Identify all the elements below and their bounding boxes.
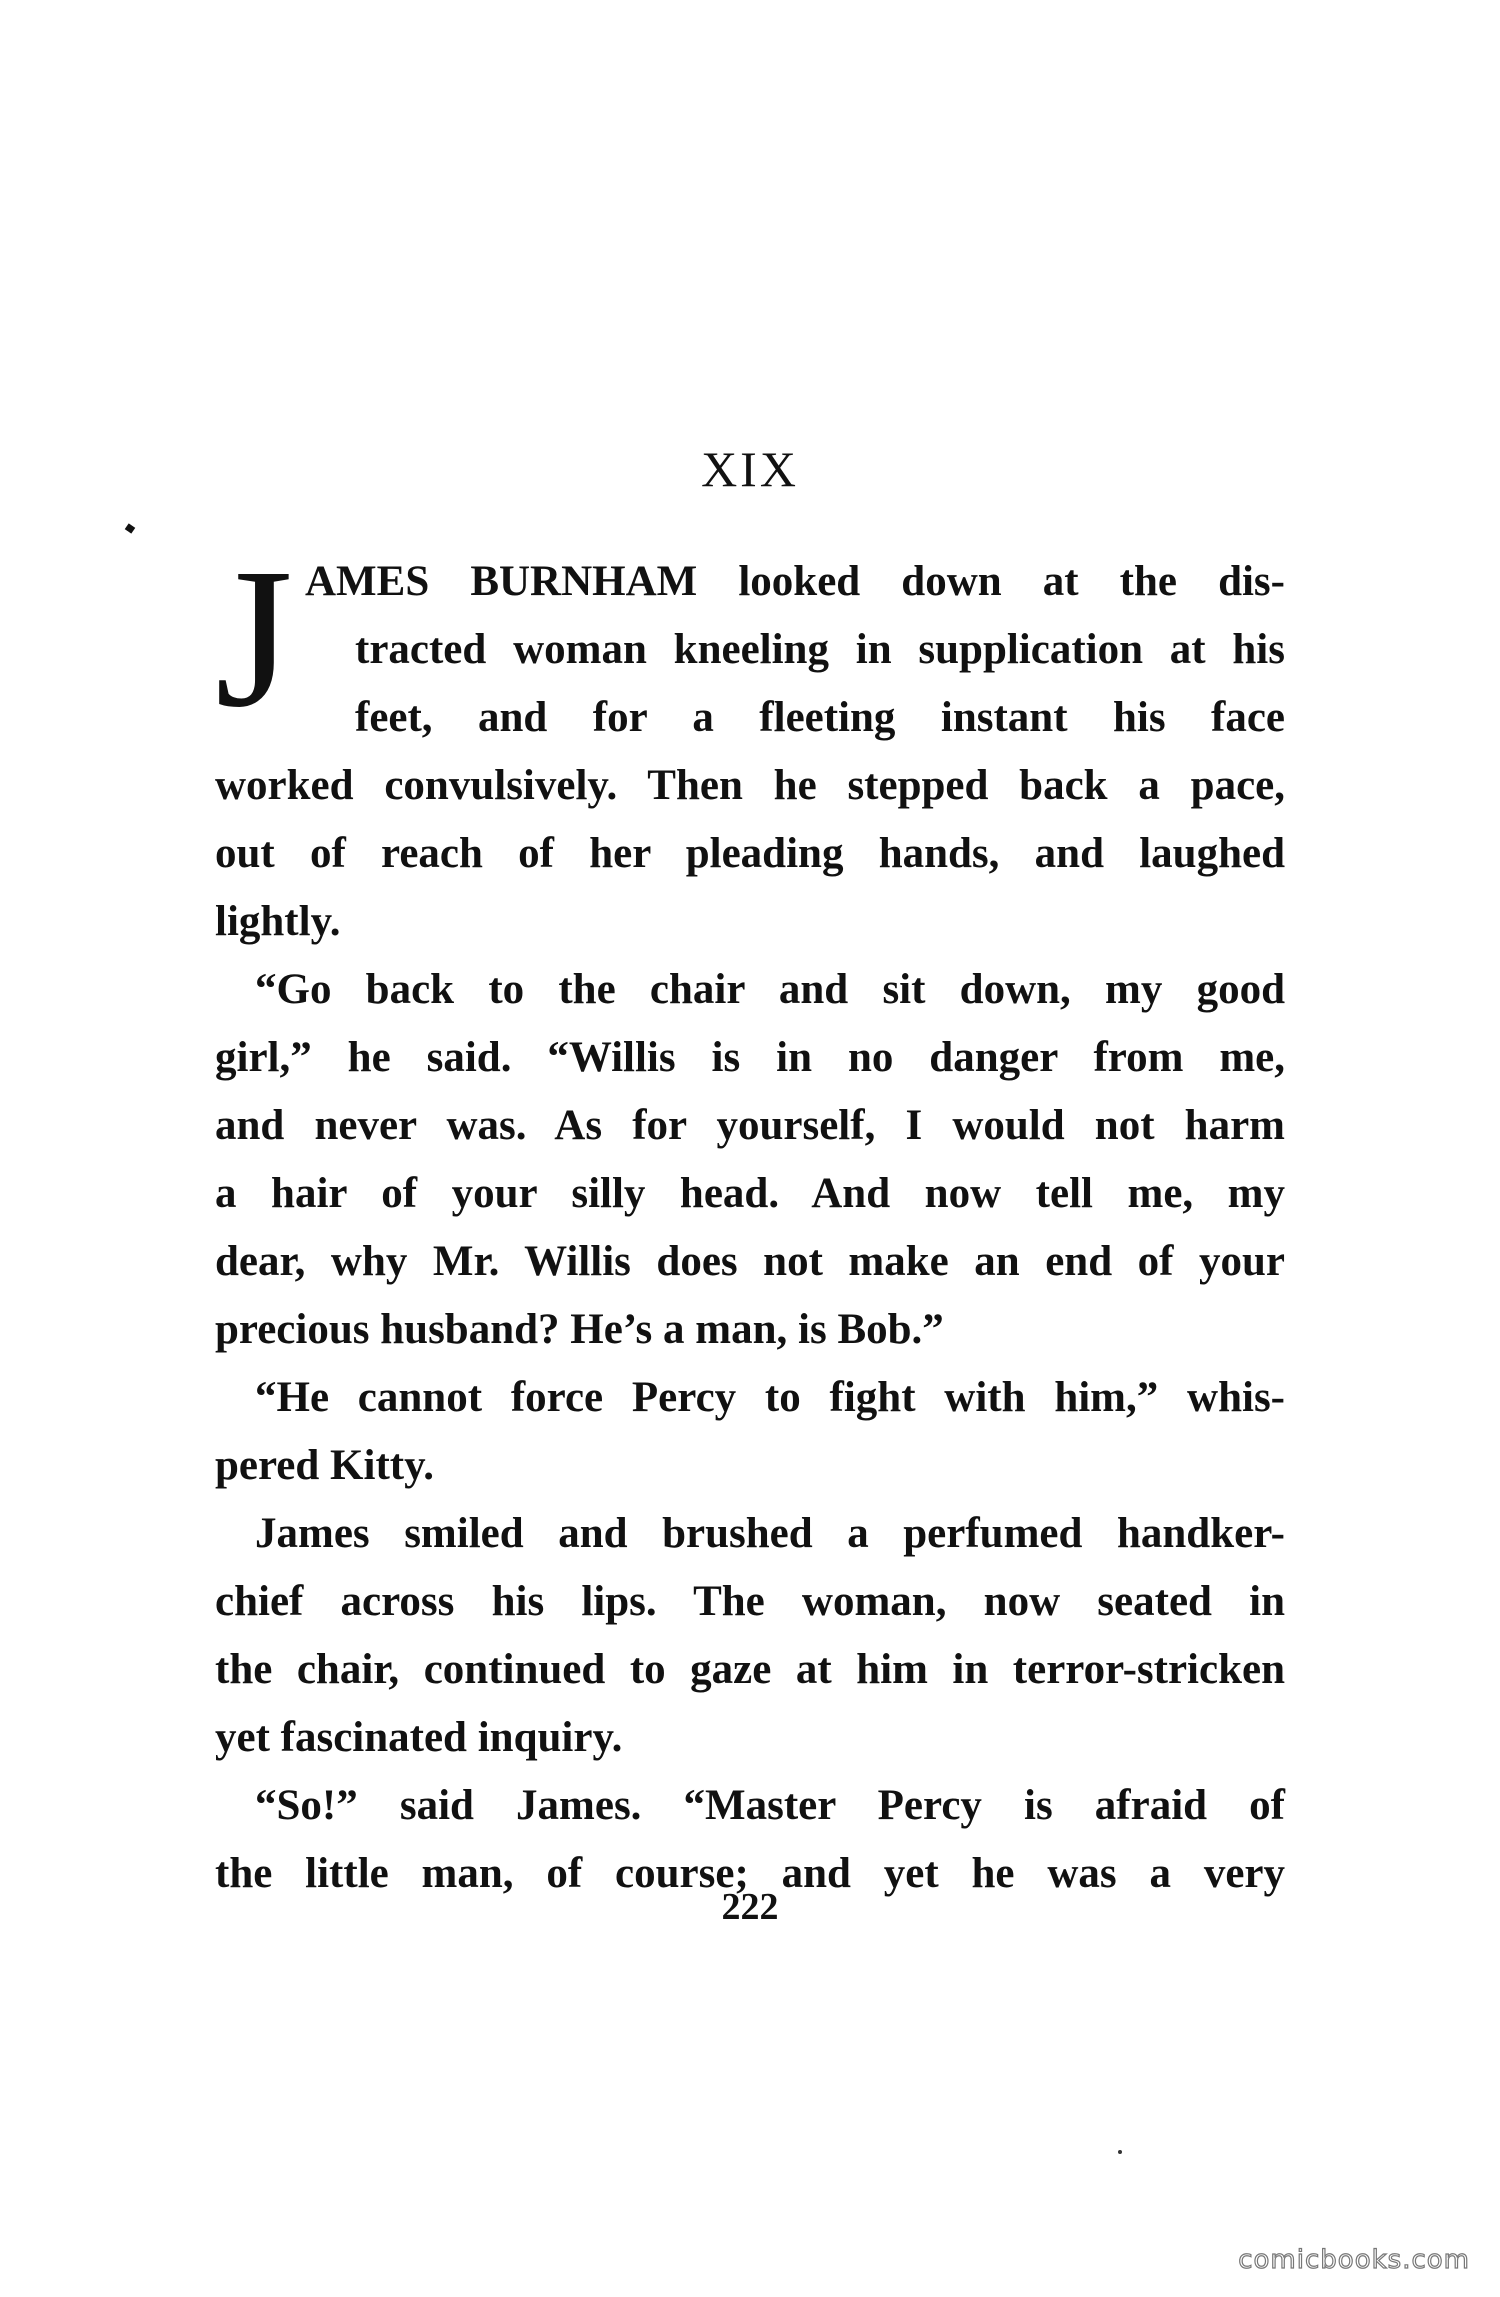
text-line: and never was. As for yourself, I would not harm (215, 1102, 1285, 1149)
watermark: comicbooks.com (1238, 2245, 1470, 2275)
text-line: girl,” he said. “Willis is in no danger from me, (215, 1034, 1285, 1081)
chapter-heading: XIX (701, 441, 799, 497)
page-number: 222 (721, 1886, 779, 1928)
drop-cap-container (215, 528, 340, 749)
drop-cap: J (215, 528, 293, 749)
text-line: worked convulsively. Then he stepped back a pace, (215, 762, 1285, 809)
text-line: precious husband? He’s a man, is Bob.” (215, 1306, 944, 1353)
text-line: the little man, of course; and yet he was a very (215, 1850, 1285, 1897)
text-line: lightly. (215, 898, 341, 945)
body-text (215, 528, 1285, 1908)
text-line: feet, and for a fleeting instant his face (355, 694, 1285, 741)
text-line: tracted woman kneeling in supplication at his (355, 626, 1285, 673)
text-line: the chair, continued to gaze at him in terror-stricken (215, 1646, 1285, 1693)
text-line: AMES BURNHAM looked down at the dis- (305, 558, 1285, 605)
text-line: a hair of your silly head. And now tell me, my (215, 1170, 1285, 1217)
text-line: out of reach of her pleading hands, and laughed (215, 830, 1285, 877)
text-line: pered Kitty. (215, 1442, 434, 1489)
text-line: “Go back to the chair and sit down, my good (255, 966, 1285, 1013)
text-line: James smiled and brushed a perfumed handker- (255, 1510, 1285, 1557)
text-line: chief across his lips. The woman, now seated in (215, 1578, 1285, 1625)
ink-speck (125, 523, 136, 533)
ink-speck (1118, 2150, 1122, 2154)
text-line: dear, why Mr. Willis does not make an end of your (215, 1238, 1285, 1285)
text-line: “So!” said James. “Master Percy is afraid of (255, 1782, 1285, 1829)
text-line: “He cannot force Percy to fight with him,” whis- (255, 1374, 1285, 1421)
text-line: yet fascinated inquiry. (215, 1714, 623, 1761)
